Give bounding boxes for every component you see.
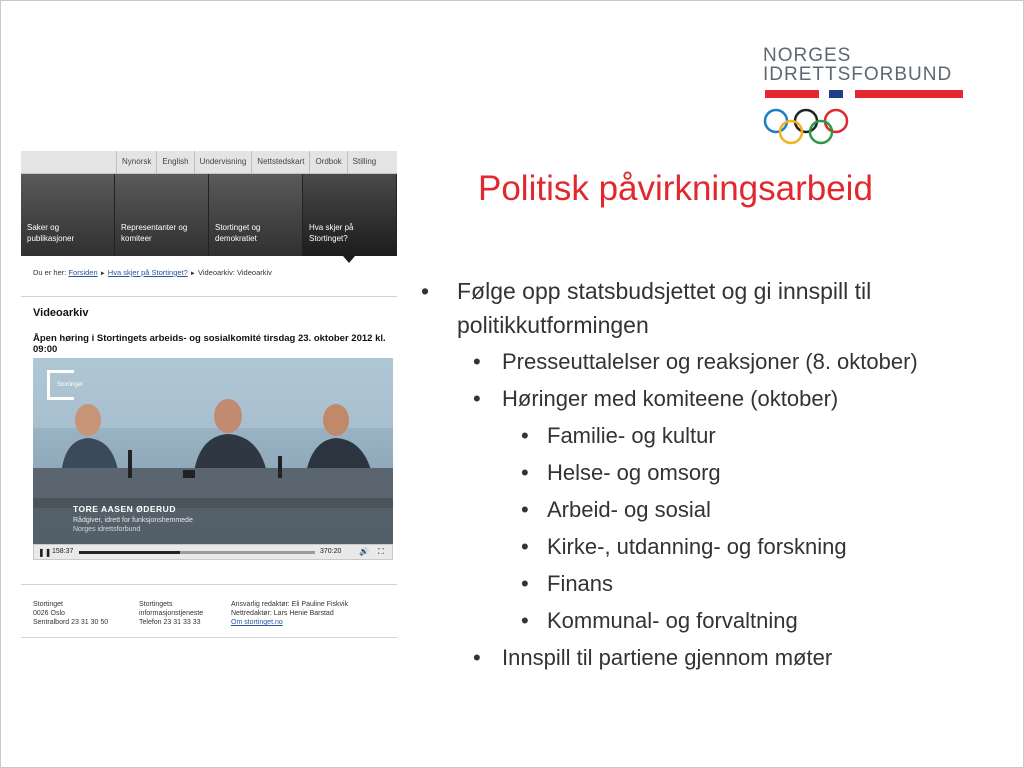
footer-line: Sentralbord 23 31 30 50 [33,619,109,626]
breadcrumb-arrow-icon: ► [189,271,196,277]
main-nav-item[interactable] [21,174,115,256]
bullet-text: Kirke-, utdanning- og forskning [547,534,847,559]
bullet-text: Helse- og omsorg [547,460,721,485]
bullet-dot-icon: • [473,645,481,670]
duration-time: 370:20 [320,548,342,555]
main-nav-item[interactable] [115,174,209,256]
bullet-item-level2 [421,639,1011,676]
main-nav-label: Hva skjer på Stortinget? [309,223,354,243]
bullet-item-level3 [421,528,1011,565]
footer-line: Ansvarlig redaktør: Eli Pauline Fiskvik [231,601,349,608]
breadcrumb-arrow-icon: ► [99,271,106,277]
active-indicator-arrow-icon [343,256,355,263]
bullet-item-level3 [421,565,1011,602]
speaker-org: Norges idrettsforbund [73,526,141,533]
bullet-item-level1 [421,307,1011,343]
logo-red-bar-right [855,90,963,98]
pause-icon[interactable]: ❚❚ [38,548,52,557]
breadcrumb [33,268,272,277]
bullet-text: Arbeid- og sosial [547,497,711,522]
nif-logo [763,46,968,151]
logo-red-bar-left [765,90,819,98]
olympic-rings-icon [763,106,849,146]
seek-bar[interactable] [79,551,315,554]
footer-about-link[interactable]: Om stortinget.no [231,619,283,626]
bullet-item-level2 [421,380,1011,417]
top-nav-item[interactable]: Undervisning [194,151,252,173]
top-nav-item[interactable]: English [156,151,193,173]
video-title: Åpen høring i Stortingets arbeids- og sosialkomité tirsdag 23. oktober 2012 kl. 09:00 [33,333,386,355]
bullet-text: Kommunal- og forvaltning [547,608,798,633]
stortinget-website-screenshot [21,151,397,641]
bullet-dot-icon: • [473,349,481,374]
bullet-item-level3 [421,491,1011,528]
footer-line: informasjonstjeneste [139,610,204,617]
top-nav-item[interactable]: Stilling [347,151,382,173]
breadcrumb-link-home[interactable]: Forsiden [68,268,98,277]
video-player[interactable] [33,358,393,544]
bullet-item-level3 [421,454,1011,491]
bullet-text: Presseuttalelser og reaksjoner (8. oktober) [502,349,918,374]
main-nav-label: Saker og publikasjoner [27,223,75,243]
speaker-role: Rådgiver, idrett for funksjonshemmede [73,517,193,524]
breadcrumb-prefix: Du er her: [33,268,67,277]
bullet-dot-icon: • [473,386,481,411]
bullet-dot-icon: • [521,571,529,596]
elapsed-time: 158:37 [52,548,74,555]
player-controls [33,544,393,560]
bullet-text: Finans [547,571,614,596]
bullet-text: Innspill til partiene gjennom møter [502,645,833,670]
overlay-logo-text: Stortinget [57,382,83,388]
footer-line: 0026 Oslo [33,610,65,617]
seek-progress [79,551,180,554]
breadcrumb-current: Videoarkiv: Videoarkiv [197,268,272,277]
logo-text-line1: NORGES [763,45,852,66]
main-nav-label: Representanter og komiteer [121,223,188,243]
top-nav-item[interactable]: Nettstedskart [251,151,309,173]
divider [21,296,397,297]
logo-flag-bars [763,90,968,98]
logo-blue-bar [829,90,843,98]
footer-line: Telefon 23 31 33 33 [139,619,201,626]
breadcrumb-link-events[interactable]: Hva skjer på Stortinget? [107,268,188,277]
bullet-dot-icon: • [521,423,529,448]
bullet-list [421,273,1011,676]
page-heading: Videoarkiv [33,307,89,319]
volume-icon[interactable]: 🔊 [359,547,369,556]
divider [21,584,397,585]
bullet-item-level3 [421,602,1011,639]
main-nav-item[interactable] [209,174,303,256]
bullet-text: Følge opp statsbudsjettet og gi innspill til [457,278,872,304]
bullet-text: Høringer med komiteene (oktober) [502,386,839,411]
bullet-dot-icon: • [521,460,529,485]
footer-line: Nettredaktør: Lars Henie Barstad [231,610,334,617]
footer-editors [231,600,348,627]
bullet-dot-icon: • [521,534,529,559]
logo-text-line2: IDRETTSFORBUND [763,64,953,85]
footer-line: Stortingets [139,601,173,608]
speaker-name: TORE AASEN ØDERUD [73,504,176,514]
main-nav-label: Stortinget og demokratiet [215,223,261,243]
lower-third-caption [33,498,393,544]
bullet-dot-icon: • [521,608,529,633]
bullet-item-level2 [421,343,1011,380]
site-top-nav [21,151,397,174]
top-nav-item[interactable]: Ordbok [309,151,346,173]
footer-info-service [139,600,203,627]
bullet-item-level3 [421,417,1011,454]
fullscreen-icon[interactable]: ⛶ [378,547,384,556]
top-nav-item[interactable]: Nynorsk [116,151,156,173]
divider [21,637,397,638]
bullet-dot-icon: • [521,497,529,522]
main-nav-item[interactable] [303,174,397,256]
bullet-item-level1 [421,273,1011,309]
footer-address [33,600,108,627]
site-main-nav [21,174,397,256]
footer-line: Stortinget [33,601,63,608]
slide-title: Politisk påvirkningsarbeid [478,169,873,208]
bullet-text: Familie- og kultur [547,423,716,448]
bullet-dot-icon: • [421,278,430,304]
bullet-text: politikkutformingen [457,312,649,338]
